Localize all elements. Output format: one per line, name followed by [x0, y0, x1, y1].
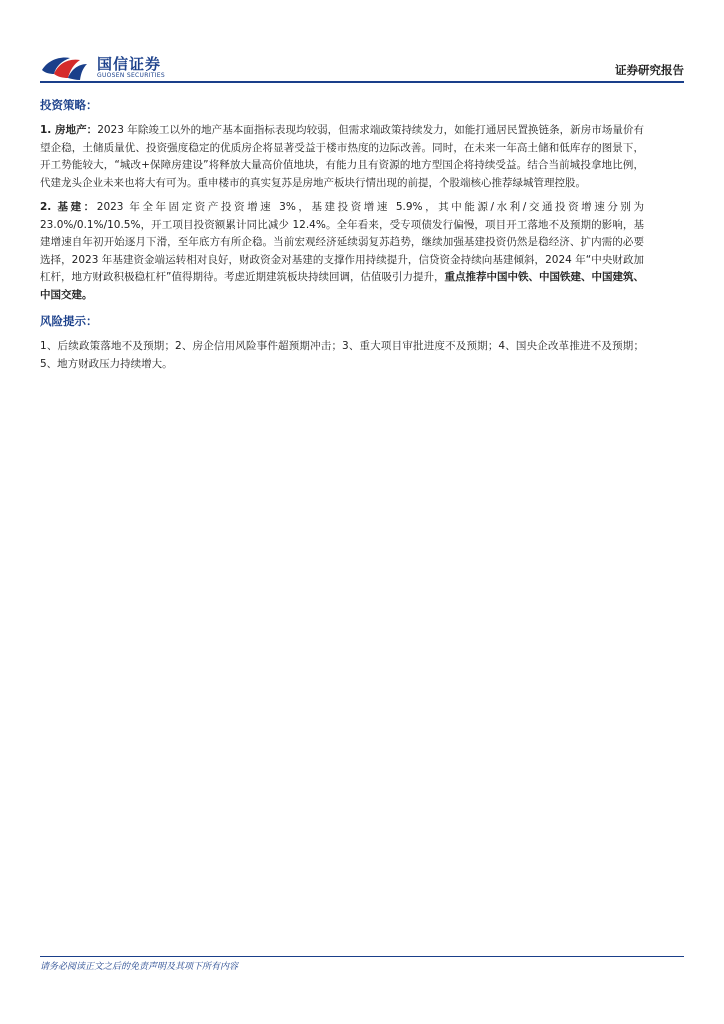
page-header [40, 50, 684, 84]
item-text-infrastructure: 2023 年全年固定资产投资增速 3%，基建投资增速 5.9%，其中能源/水利/交通投资增速分别为 23.0%/0.1%/10.5%，开工项目投资额累计同比减少 12.4%。全年看来，受专项债发行偏慢，项目开工落地不及预期的影响，基建增速自年初开始逐月下滑，至年底方有所企稳。当前宏观经济延续弱复苏趋势，继续加强基建投资仍然是稳经济、扩内需的必要选择，2023 年基建资金端运转相对良好，财政资金对基建的支撑作用持续提升，信贷资金持续向基建倾斜，2024 年“中央财政加杠杆，地方财政积极稳杠杆”值得期待。考虑近期建筑板块持续回调，估值吸引力提升， [40, 201, 644, 283]
guosen-logo-icon [40, 52, 88, 82]
item-highlight-recommendation: 重点推荐中国中铁、中国铁建、中国建筑、中国交建。 [40, 271, 644, 301]
disclaimer-note: 请务必阅读正文之后的免责声明及其项下所有内容 [40, 962, 239, 972]
item-lead-real-estate: 1. 房地产： [40, 124, 98, 136]
risk-title: 风险提示： [40, 314, 98, 328]
logo-chinese-name: 国信证券 [97, 55, 162, 73]
main-content [40, 97, 644, 380]
header-divider [40, 81, 684, 83]
logo-english-name: GUOSEN SECURITIES [97, 72, 166, 79]
strategy-item-real-estate [40, 122, 644, 192]
strategy-item-infrastructure [40, 199, 644, 304]
item-text-real-estate: 2023 年除竣工以外的地产基本面指标表现均较弱，但需求端政策持续发力，如能打通居民置换链条，新房市场量价有望企稳，土储质量优、投资强度稳定的优质房企将显著受益于楼市热度的边际改善。同时，在未来一年高土储和低库存的图景下，开工势能较大，“城改+保障房建设”将释放大量高价值地块，有能力且有资源的地方型国企将持续受益。结合当前城投拿地比例，代建龙头企业未来也将大有可为。重申楼市的真实复苏是房地产板块行情出现的前提，个股端核心推荐绿城管理控股。 [40, 124, 644, 189]
footer-divider [40, 956, 684, 957]
item-lead-infrastructure: 2. 基建： [40, 201, 97, 213]
risk-text: 1、后续政策落地不及预期；2、房企信用风险事件超预期冲击；3、重大项目审批进度不及预期；4、国央企改革推进不及预期；5、地方财政压力持续增大。 [40, 340, 644, 370]
strategy-title: 投资策略： [40, 98, 98, 112]
report-type-label: 证券研究报告 [615, 63, 684, 77]
